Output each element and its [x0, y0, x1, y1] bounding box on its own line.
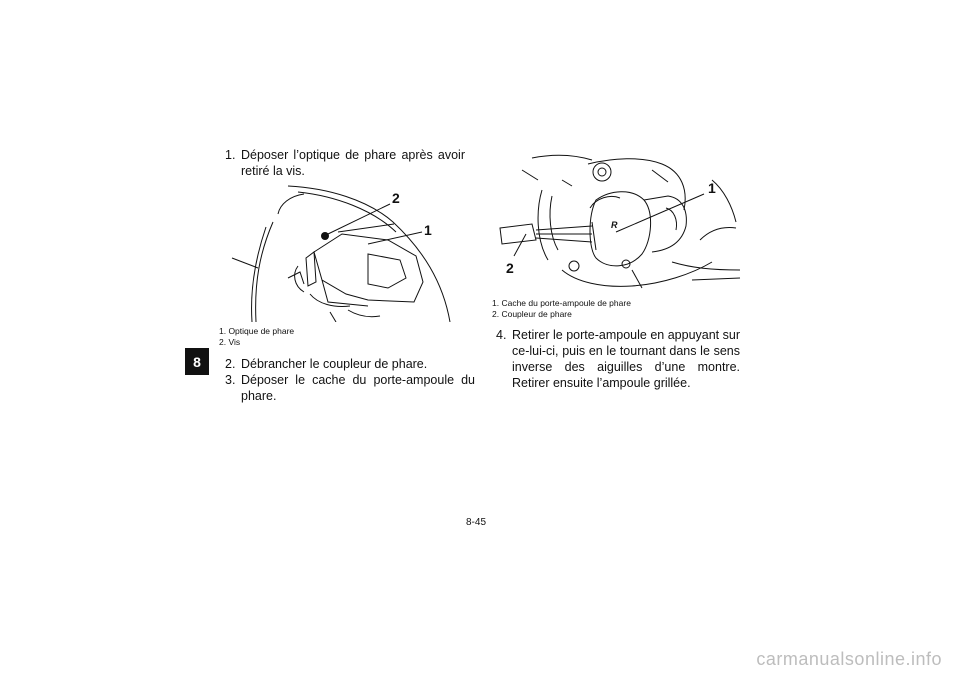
figure2-callout-1: 1	[708, 180, 716, 196]
caption-item: 2. Coupleur de phare	[492, 309, 572, 319]
bulb-holder-cover-figure	[492, 150, 742, 295]
page-number: 8-45	[466, 517, 487, 528]
figure2-caption	[492, 298, 631, 320]
figure2-cap-letter: R	[611, 220, 618, 230]
figure1-callout-1: 1	[424, 222, 432, 238]
watermark: carmanualsonline.info	[756, 649, 942, 669]
step-4	[496, 327, 740, 391]
step-1-number: 1.	[225, 148, 236, 162]
step-3-number: 3.	[225, 373, 236, 387]
step-1	[225, 147, 465, 179]
step-3-text: Déposer le cache du porte-ampoule du phare.	[241, 373, 475, 403]
step-4-text: Retirer le porte-ampoule en appuyant sur ce-lui-ci, puis en le tournant dans le sens inverse des aiguilles d’une montre. Retirer ensuite l’ampoule grillée.	[512, 328, 740, 390]
caption-item: 2. Vis	[219, 337, 241, 347]
headlight-lens-figure	[218, 182, 466, 322]
step-1-text: Déposer l’optique de phare après avoir retiré la vis.	[241, 148, 465, 178]
step-2-text: Débrancher le coupleur de phare.	[241, 357, 428, 371]
step-2	[225, 356, 475, 372]
step-2-number: 2.	[225, 357, 236, 371]
step-3	[225, 372, 475, 404]
chapter-number: 8	[193, 353, 201, 370]
chapter-tab	[185, 348, 209, 375]
figure1-callout-2: 2	[392, 190, 400, 206]
figure2-callout-2: 2	[506, 260, 514, 276]
headlight-lens-illustration	[218, 182, 466, 322]
step-4-number: 4.	[496, 328, 507, 342]
caption-item: 1. Optique de phare	[219, 326, 295, 336]
figure1-caption	[219, 326, 294, 348]
caption-item: 1. Cache du porte-ampoule de phare	[492, 298, 631, 308]
